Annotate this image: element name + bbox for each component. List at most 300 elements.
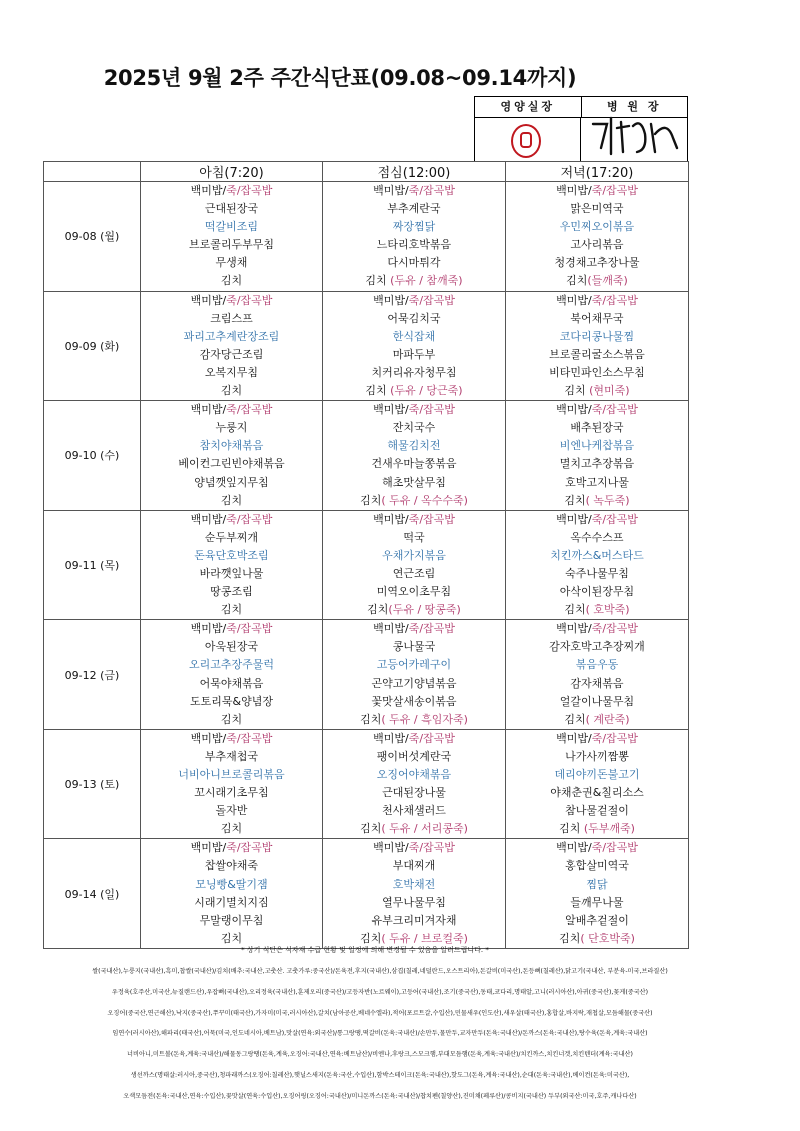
menu-item bbox=[323, 766, 505, 784]
meal-cell-dinner bbox=[506, 839, 689, 949]
menu-item bbox=[141, 529, 322, 547]
menu-item bbox=[506, 182, 688, 200]
origin-line: 쌀(국내산),누룽지(국내산),흑미,찹쌀(국내산)/김치(배추:국내산,고춧산. 고춧가루:중국산)/돈육전,후지(국내산),삼겹(칠레,네덜란드,오스트리아),돈갈비(미국산),돈등뼈(칠레산),닭고기(국내산, 부분육-미국,브라질산) bbox=[92, 968, 668, 975]
menu-item-text: 백미밥/ bbox=[373, 731, 409, 745]
menu-item-text: 열무나물무침 bbox=[382, 895, 446, 909]
menu-item-text: 김치 bbox=[564, 493, 586, 507]
menu-item bbox=[506, 766, 688, 784]
day-label: 09-14 (일) bbox=[44, 839, 141, 949]
menu-item-text: 북어채무국 bbox=[570, 311, 624, 325]
menu-header-row bbox=[44, 162, 689, 182]
menu-item bbox=[323, 218, 505, 236]
menu-item-text: 김치 bbox=[367, 603, 389, 617]
menu-item-highlight: 떡갈비조림 bbox=[204, 220, 259, 234]
menu-item bbox=[141, 254, 322, 272]
menu-item-highlight: ( 두유 / 흑임자죽) bbox=[381, 712, 468, 726]
menu-item bbox=[323, 620, 505, 638]
menu-item bbox=[506, 328, 688, 346]
header-dinner: 저녁(17:20) bbox=[506, 162, 689, 182]
menu-item bbox=[323, 748, 505, 766]
menu-item-highlight: ( 두유 / 옥수수죽) bbox=[381, 493, 468, 507]
menu-item-text: 김치 bbox=[559, 931, 581, 945]
notice-text: * 상기 식단은 식자재 수급 현황 및 일정에 의해 변경될 수 있음을 알려드립니다. * bbox=[241, 946, 489, 954]
menu-item-highlight: 모닝빵&딸기잼 bbox=[195, 877, 268, 891]
menu-item-text: 알배추겉절이 bbox=[565, 913, 629, 927]
menu-item-text: 어묵김치국 bbox=[387, 311, 441, 325]
menu-item bbox=[141, 583, 322, 601]
menu-item-highlight: 코다리콩나물찜 bbox=[559, 329, 635, 343]
origin-line: 임연수(러시아산),해파리(태국산),어묵(미국,인도네시아,베트남),맛살(연육:외국산)/통그랑땡,떡갈비(돈육:국내산)/손만두,물만두,교자만두(돈육:국내산)/돈까스(돈육:국내산),탕수육(돈육,계육:국내산) bbox=[112, 1030, 648, 1038]
signature-icon bbox=[585, 104, 685, 164]
menu-item-text: 양념깻잎지무침 bbox=[194, 475, 269, 489]
menu-item bbox=[506, 419, 688, 437]
menu-item bbox=[141, 200, 322, 218]
menu-item-text: 잔치국수 bbox=[392, 421, 436, 435]
menu-item bbox=[323, 876, 505, 894]
menu-item-text: 아욱된장국 bbox=[204, 640, 259, 654]
menu-item bbox=[141, 401, 322, 419]
menu-item bbox=[323, 820, 505, 838]
menu-item bbox=[323, 272, 505, 290]
menu-item bbox=[141, 766, 322, 784]
menu-item-highlight: 찜닭 bbox=[586, 877, 608, 891]
menu-item bbox=[506, 511, 688, 529]
menu-item bbox=[323, 894, 505, 912]
meal-cell-breakfast bbox=[141, 291, 323, 401]
origin-line: 생선까스(명태살:러시아,중국산),청파래까스(오징어:칠레산),햇닐스새지(돈육:국산,수입산),함박스테이크(돈육:국내산),핫도그(돈육,계육:국내산),순대(돈육:국내산),베이컨(돈육:미국산), bbox=[130, 1071, 630, 1079]
menu-item-highlight: 짜장찜닭 bbox=[392, 220, 436, 234]
menu-item-highlight: 오징어야채볶음 bbox=[376, 768, 452, 781]
menu-item-text: 시래기멸치지짐 bbox=[194, 895, 269, 909]
menu-item-text: 멸치고추장볶음 bbox=[559, 457, 635, 471]
menu-item bbox=[323, 328, 505, 346]
menu-item bbox=[506, 583, 688, 601]
seal-stamp-icon bbox=[511, 124, 541, 158]
menu-item bbox=[323, 857, 505, 875]
menu-item-text: 김치 bbox=[360, 493, 382, 507]
menu-item bbox=[323, 601, 505, 619]
menu-item bbox=[506, 857, 688, 875]
menu-item-text: 백미밥/ bbox=[556, 184, 592, 197]
menu-item bbox=[323, 730, 505, 748]
menu-item bbox=[141, 748, 322, 766]
menu-item-text: 땅콩조림 bbox=[210, 585, 253, 599]
menu-item bbox=[506, 675, 688, 693]
menu-item-text: 치커리유자청무침 bbox=[371, 365, 457, 379]
menu-item-text: 백미밥/ bbox=[373, 512, 409, 526]
menu-item-text: 백미밥/ bbox=[190, 731, 227, 745]
meal-cell-lunch bbox=[323, 620, 506, 730]
menu-item bbox=[506, 784, 688, 802]
menu-item-highlight: ( 두유 / 서리콩죽) bbox=[381, 822, 468, 836]
menu-item-text: 부추재첩국 bbox=[204, 749, 259, 763]
menu-item-text: 무생채 bbox=[215, 256, 248, 270]
meal-cell-dinner bbox=[506, 729, 689, 839]
meal-cell-dinner bbox=[506, 510, 689, 620]
menu-item bbox=[141, 730, 322, 748]
meal-cell-lunch bbox=[323, 839, 506, 949]
menu-item bbox=[506, 912, 688, 930]
menu-item-highlight: 돈육단호박조림 bbox=[194, 548, 269, 562]
day-label: 09-10 (수) bbox=[44, 401, 141, 511]
menu-item-highlight: 죽/잡곡밥 bbox=[226, 622, 273, 636]
menu-item bbox=[506, 693, 688, 711]
weekly-menu-table bbox=[43, 161, 689, 949]
meal-cell-breakfast bbox=[141, 401, 323, 511]
menu-item-text: 김치 bbox=[564, 384, 590, 398]
menu-item bbox=[506, 346, 688, 364]
menu-item-highlight: 죽/잡곡밥 bbox=[591, 731, 638, 745]
menu-item bbox=[141, 218, 322, 236]
menu-item-highlight: 죽/잡곡밥 bbox=[591, 293, 638, 307]
menu-item bbox=[323, 565, 505, 583]
menu-item-text: 김치 bbox=[220, 493, 243, 507]
menu-item-highlight: 우민찌오이볶음 bbox=[559, 220, 635, 234]
menu-item-highlight: 죽/잡곡밥 bbox=[408, 293, 455, 307]
day-label: 09-11 (목) bbox=[44, 510, 141, 620]
menu-item-highlight: 죽/잡곡밥 bbox=[408, 841, 455, 855]
menu-item bbox=[506, 656, 688, 674]
menu-item bbox=[323, 310, 505, 328]
menu-item-text: 백미밥/ bbox=[556, 403, 592, 417]
meal-cell-breakfast bbox=[141, 839, 323, 949]
menu-item-text: 호박고지나물 bbox=[565, 475, 629, 489]
menu-item-text: 아삭이된장무침 bbox=[559, 585, 635, 599]
menu-day-row bbox=[44, 839, 689, 949]
menu-day-row bbox=[44, 182, 689, 292]
menu-item bbox=[141, 912, 322, 930]
menu-item-text: 유부크리미겨자채 bbox=[371, 913, 457, 927]
menu-item-text: 백미밥/ bbox=[190, 841, 227, 855]
menu-item-text: 누룽지 bbox=[215, 421, 248, 435]
menu-item bbox=[506, 802, 688, 820]
menu-item-highlight: 죽/잡곡밥 bbox=[226, 403, 273, 417]
menu-item-text: 숙주나물무침 bbox=[565, 566, 629, 580]
menu-item-highlight: 죽/잡곡밥 bbox=[408, 403, 455, 417]
menu-item bbox=[506, 437, 688, 455]
menu-item-text: 백미밥/ bbox=[556, 622, 592, 636]
menu-item bbox=[506, 601, 688, 619]
menu-item bbox=[506, 839, 688, 857]
menu-item bbox=[323, 492, 505, 510]
menu-item bbox=[506, 529, 688, 547]
menu-item-highlight: 고등어카레구이 bbox=[376, 658, 452, 672]
meal-cell-dinner bbox=[506, 401, 689, 511]
menu-item bbox=[323, 236, 505, 254]
header-day bbox=[44, 162, 141, 182]
menu-item-text: 들깨무나물 bbox=[570, 895, 624, 909]
menu-item-text: 무말랭이무침 bbox=[199, 913, 264, 927]
menu-item-text: 돌자반 bbox=[215, 804, 248, 818]
day-label: 09-08 (월) bbox=[44, 182, 141, 292]
menu-item bbox=[506, 254, 688, 272]
origin-line: 오색모듬전(돈육:국내산,연육:수입산),꽃맛살(연육:수입산),오징어링(오징어:국내산)/미니돈까스(돈육:국내산)/찹치펜(칠양산),진미채(페루산)/콩비지(국내산) 두부(외국산:미국,호주,캐나다산) bbox=[123, 1092, 637, 1100]
menu-item-highlight: 죽/잡곡밥 bbox=[591, 403, 638, 417]
menu-item-text: 바라깻잎나물 bbox=[199, 566, 264, 580]
menu-day-row bbox=[44, 729, 689, 839]
menu-item-text: 김치 bbox=[566, 274, 588, 288]
menu-item-text: 배추된장국 bbox=[570, 421, 624, 435]
menu-item-text: 백미밥/ bbox=[190, 622, 227, 636]
meal-cell-breakfast bbox=[141, 182, 323, 292]
menu-item-text: 꽃맛살새송이볶음 bbox=[371, 694, 457, 708]
menu-item-text: 어묵야채볶음 bbox=[199, 676, 264, 690]
menu-item bbox=[323, 693, 505, 711]
origin-line: 너비아니,미트볼(돈육,계육:국내산)/해물동그랑땡(돈육,계육,오징어:국내산,연육:베트남산)/비엔나,후랑크,스모크햄,부대모듬햄(돈육,계육:국내산)/치킨까스,치킨너겟,치킨텐더(계육:국내산) bbox=[127, 1051, 633, 1059]
menu-item-text: 브로콜리굴소스볶음 bbox=[549, 347, 645, 361]
menu-item bbox=[141, 711, 322, 729]
menu-item bbox=[141, 437, 322, 455]
menu-item-text: 김치 bbox=[564, 712, 586, 726]
menu-item-text: 맑은미역국 bbox=[570, 202, 624, 216]
menu-item bbox=[141, 346, 322, 364]
menu-item-text: 고사리볶음 bbox=[570, 238, 624, 252]
menu-item-text: 청경채고추장나물 bbox=[554, 256, 640, 270]
menu-item bbox=[141, 419, 322, 437]
meal-cell-lunch bbox=[323, 729, 506, 839]
menu-item bbox=[141, 182, 322, 200]
menu-item-text: 부대찌개 bbox=[392, 859, 436, 873]
menu-item-highlight: (현미죽) bbox=[589, 384, 630, 398]
menu-item-highlight: 죽/잡곡밥 bbox=[408, 731, 455, 745]
menu-item bbox=[141, 876, 322, 894]
menu-item-highlight: (두유 / 당근죽) bbox=[390, 384, 463, 398]
menu-item bbox=[506, 310, 688, 328]
menu-item bbox=[323, 656, 505, 674]
menu-item bbox=[141, 547, 322, 565]
menu-item-text: 참나물겉절이 bbox=[565, 804, 629, 818]
menu-item-text: 김치 bbox=[360, 822, 382, 836]
menu-item bbox=[141, 693, 322, 711]
menu-item bbox=[323, 802, 505, 820]
meal-cell-dinner bbox=[506, 291, 689, 401]
day-label: 09-09 (화) bbox=[44, 291, 141, 401]
menu-item-highlight: 비엔나케찹볶음 bbox=[559, 439, 635, 453]
menu-item bbox=[141, 455, 322, 473]
menu-item bbox=[323, 474, 505, 492]
menu-item-text: 감자당근조림 bbox=[199, 347, 264, 361]
menu-item bbox=[141, 328, 322, 346]
page-title: 2025년 9월 2주 주간식단표(09.08~09.14까지) bbox=[103, 66, 577, 90]
menu-item bbox=[506, 620, 688, 638]
menu-item-text: 건새우마늘쫑볶음 bbox=[371, 457, 457, 471]
origin-line: 오징어(중국산,연근해산),낙지(중국산),쭈꾸미(태국산),가자미(미국,러시아산),갈치(남아공산,베네수엘라),적어(포르트갈,수입산),민물새우(인도산),새우살(태국산),홍합살,바지락,재첩살,모듬해물(중국산) bbox=[107, 1009, 653, 1017]
day-label: 09-12 (금) bbox=[44, 620, 141, 730]
menu-item-text: 김치 bbox=[220, 822, 243, 836]
menu-item-text: 도토리묵&양념장 bbox=[190, 694, 273, 708]
menu-item-text: 백미밥/ bbox=[373, 841, 409, 855]
menu-item-highlight: (두유 / 땅콩죽) bbox=[388, 603, 461, 617]
menu-item-text: 김치 bbox=[220, 712, 243, 726]
approval-box bbox=[474, 96, 688, 162]
menu-item-text: 백미밥/ bbox=[373, 293, 409, 307]
menu-item-text: 미역오이초무침 bbox=[376, 585, 452, 599]
menu-item-highlight: ( 녹두죽) bbox=[585, 493, 630, 507]
menu-item-text: 백미밥/ bbox=[556, 512, 592, 526]
menu-item bbox=[323, 382, 505, 400]
menu-item-highlight: 볶음우동 bbox=[575, 658, 619, 672]
menu-item bbox=[141, 820, 322, 838]
menu-item-text: 김치 bbox=[365, 274, 391, 288]
menu-item-highlight: 호박채전 bbox=[392, 877, 436, 891]
menu-item bbox=[141, 857, 322, 875]
menu-item-highlight: 꽈리고추계란장조림 bbox=[183, 329, 280, 343]
meal-cell-dinner bbox=[506, 620, 689, 730]
menu-item-highlight: ( 호박죽) bbox=[585, 603, 630, 617]
menu-item bbox=[506, 200, 688, 218]
menu-item bbox=[141, 272, 322, 290]
menu-item bbox=[323, 547, 505, 565]
menu-item-text: 순두부찌개 bbox=[204, 530, 259, 544]
menu-item-text: 김치 bbox=[559, 822, 584, 836]
menu-item-text: 팽이버섯계란국 bbox=[376, 749, 452, 763]
menu-item bbox=[323, 455, 505, 473]
menu-item bbox=[323, 511, 505, 529]
menu-item bbox=[141, 839, 322, 857]
menu-item-text: 오복지무침 bbox=[204, 365, 259, 379]
menu-item-text: 꼬시래기초무침 bbox=[194, 786, 269, 800]
menu-item-text: 김치 bbox=[220, 931, 243, 945]
origin-line: 우정육(호주산,미국산,뉴질랜드산),우잡뼈(국내산),오리정육(국내산),훈제오리(중국산)/고등자반(노르웨이),고등어(국내산),조기(중국산),동태,코다리,명태알,고니(러시아산),아귀(중국산),꽃게(중국산) bbox=[111, 988, 649, 996]
menu-item-text: 콩나물국 bbox=[392, 640, 436, 654]
menu-item bbox=[141, 620, 322, 638]
menu-item-text: 김치 bbox=[360, 712, 382, 726]
menu-item bbox=[506, 492, 688, 510]
menu-item-text: 나가사끼짬뽕 bbox=[565, 749, 629, 763]
menu-item bbox=[141, 511, 322, 529]
menu-item-text: 김치 bbox=[220, 274, 243, 288]
menu-item-text: 백미밥/ bbox=[556, 841, 592, 855]
menu-item-highlight: 죽/잡곡밥 bbox=[226, 841, 273, 855]
menu-item-text: 김치 bbox=[360, 931, 382, 945]
menu-item-text: 베이컨그린빈야채볶음 bbox=[178, 457, 285, 471]
director-label: 병 원 장 bbox=[606, 100, 662, 113]
menu-item-text: 떡국 bbox=[403, 530, 425, 544]
menu-item bbox=[323, 912, 505, 930]
menu-item-text: 김치 bbox=[220, 603, 243, 617]
menu-item bbox=[141, 802, 322, 820]
menu-item-highlight: (두부깨죽) bbox=[583, 822, 635, 836]
meal-cell-lunch bbox=[323, 182, 506, 292]
meal-cell-lunch bbox=[323, 401, 506, 511]
menu-item-highlight: 참치야채볶음 bbox=[199, 439, 264, 453]
menu-item bbox=[323, 784, 505, 802]
menu-item-text: 야채춘권&칠리소스 bbox=[550, 786, 644, 800]
menu-item-text: 김치 bbox=[365, 384, 391, 398]
menu-item-text: 다시마튀각 bbox=[387, 256, 441, 270]
header-lunch: 점심(12:00) bbox=[323, 162, 506, 182]
menu-item-text: 백미밥/ bbox=[190, 293, 227, 307]
menu-item bbox=[141, 601, 322, 619]
menu-item-text: 백미밥/ bbox=[556, 293, 592, 307]
menu-item-text: 감자호박고추장찌개 bbox=[549, 640, 645, 654]
menu-item bbox=[323, 182, 505, 200]
header-breakfast: 아침(7:20) bbox=[141, 162, 323, 182]
menu-item bbox=[506, 876, 688, 894]
menu-item bbox=[141, 382, 322, 400]
menu-item bbox=[506, 748, 688, 766]
menu-item-text: 백미밥/ bbox=[190, 184, 227, 197]
menu-item bbox=[141, 565, 322, 583]
menu-item-highlight: ( 두유 / 브로컬죽) bbox=[381, 931, 468, 945]
menu-item-highlight: 치킨까스&머스타드 bbox=[550, 548, 644, 562]
menu-item-text: 천사채샐러드 bbox=[382, 804, 446, 818]
menu-item bbox=[323, 839, 505, 857]
day-label: 09-13 (토) bbox=[44, 729, 141, 839]
menu-item-highlight: 데리야끼돈불고기 bbox=[554, 768, 640, 781]
menu-item-highlight: 죽/잡곡밥 bbox=[226, 184, 273, 197]
menu-item-highlight: 죽/잡곡밥 bbox=[408, 184, 455, 197]
menu-item bbox=[323, 346, 505, 364]
menu-item bbox=[141, 894, 322, 912]
meal-cell-dinner bbox=[506, 182, 689, 292]
menu-item bbox=[323, 419, 505, 437]
menu-item-highlight: 죽/잡곡밥 bbox=[591, 512, 638, 526]
meal-cell-breakfast bbox=[141, 729, 323, 839]
menu-item-highlight: ( 단호박죽) bbox=[580, 931, 635, 945]
menu-item bbox=[506, 711, 688, 729]
menu-item-highlight: 한식잡채 bbox=[392, 329, 436, 343]
menu-item-text: 마파두부 bbox=[392, 347, 436, 361]
meal-cell-lunch bbox=[323, 291, 506, 401]
menu-item bbox=[141, 492, 322, 510]
menu-item-text: 찹쌀야채죽 bbox=[204, 859, 259, 873]
meal-cell-breakfast bbox=[141, 510, 323, 620]
menu-item-text: 비타민파인소스무침 bbox=[549, 365, 645, 379]
menu-item bbox=[323, 675, 505, 693]
menu-item-highlight: 죽/잡곡밥 bbox=[591, 184, 638, 197]
menu-item bbox=[323, 638, 505, 656]
menu-item-text: 크림스프 bbox=[210, 311, 253, 325]
menu-item bbox=[323, 401, 505, 419]
menu-item-text: 감자채볶음 bbox=[570, 676, 624, 690]
menu-item bbox=[323, 583, 505, 601]
menu-item-text: 부추계란국 bbox=[387, 202, 441, 216]
menu-item bbox=[323, 254, 505, 272]
menu-item bbox=[141, 474, 322, 492]
menu-item bbox=[506, 272, 688, 290]
menu-item-text: 김치 bbox=[220, 384, 243, 398]
menu-item-text: 김치 bbox=[564, 603, 586, 617]
menu-item bbox=[141, 292, 322, 310]
menu-item bbox=[506, 894, 688, 912]
menu-item bbox=[323, 437, 505, 455]
menu-item-text: 곤약고기양념볶음 bbox=[371, 676, 457, 690]
menu-item bbox=[141, 784, 322, 802]
menu-item bbox=[506, 218, 688, 236]
menu-day-row bbox=[44, 510, 689, 620]
menu-item-highlight: 너비아니브로콜리볶음 bbox=[178, 768, 285, 781]
menu-item-highlight: ( 계란죽) bbox=[585, 712, 630, 726]
menu-item bbox=[506, 547, 688, 565]
menu-item-text: 백미밥/ bbox=[373, 403, 409, 417]
menu-item-highlight: 해물김치전 bbox=[387, 439, 441, 453]
menu-item bbox=[141, 364, 322, 382]
origin-info bbox=[30, 962, 730, 1108]
menu-item bbox=[506, 364, 688, 382]
menu-item-text: 해초맛살무침 bbox=[382, 475, 446, 489]
menu-item-highlight: 죽/잡곡밥 bbox=[226, 512, 273, 526]
menu-item-highlight: (두유 / 참깨죽) bbox=[390, 274, 463, 288]
menu-item-highlight: 죽/잡곡밥 bbox=[226, 731, 273, 745]
nutritionist-label: 영양실장 bbox=[475, 97, 582, 117]
menu-item-highlight: (들깨죽) bbox=[587, 274, 628, 288]
menu-item-text: 느타리호박볶음 bbox=[376, 238, 452, 252]
menu-item bbox=[506, 292, 688, 310]
menu-item-highlight: 오리고추장주물럭 bbox=[188, 658, 274, 672]
meal-cell-lunch bbox=[323, 510, 506, 620]
menu-item bbox=[323, 711, 505, 729]
